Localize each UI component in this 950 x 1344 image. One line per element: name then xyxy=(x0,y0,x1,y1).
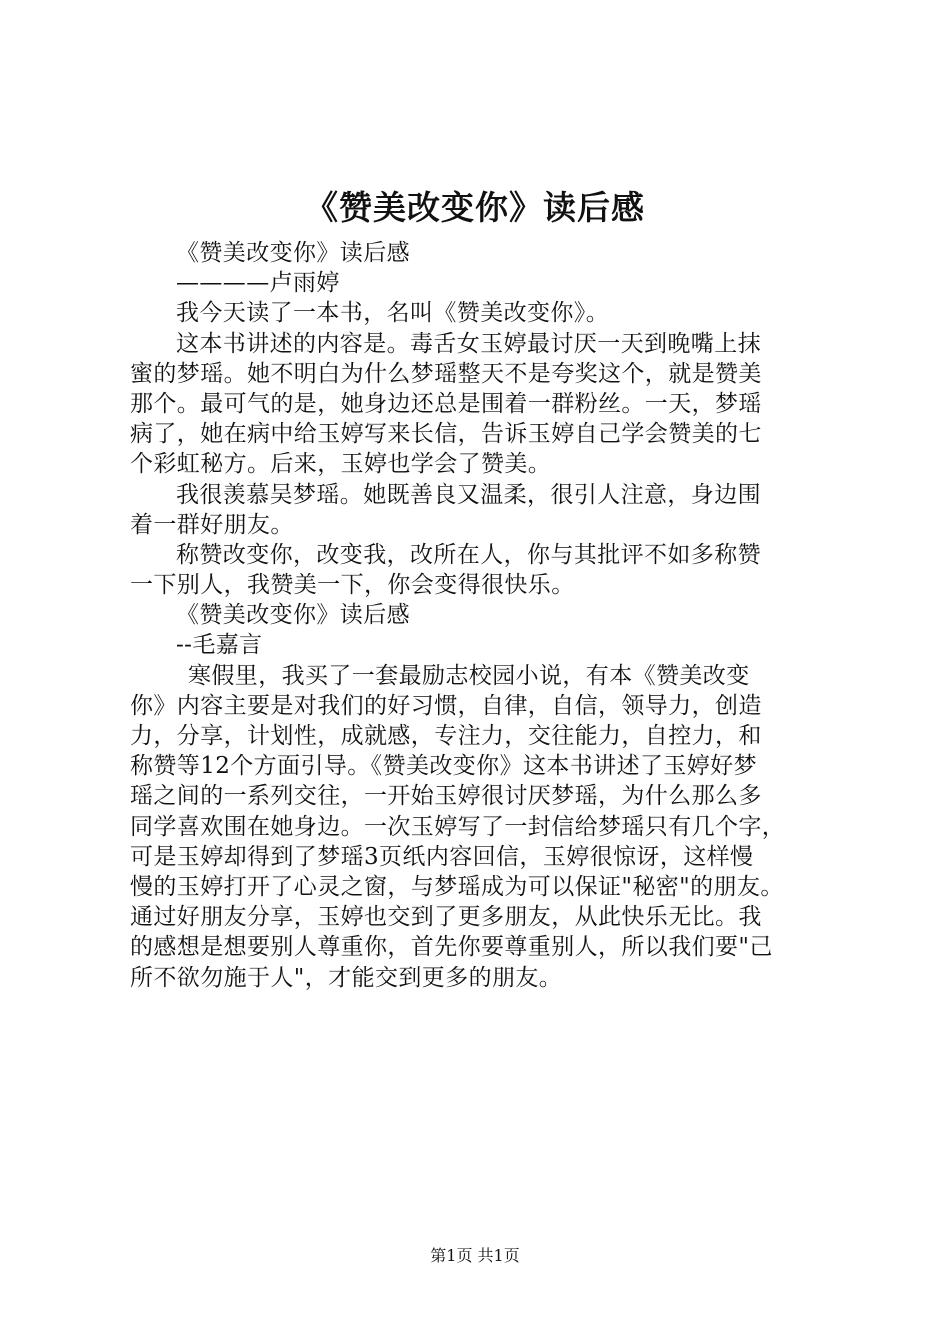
paragraph-line: 的感想是想要别人尊重你，首先你要尊重别人，所以我们要"己 xyxy=(130,934,773,961)
section-heading: 《赞美改变你》读后感 xyxy=(176,240,410,266)
paragraph-line: 称赞改变你，改变我，改所在人，你与其批评不如多称赞 xyxy=(176,541,761,568)
page-title: 《赞美改变你》读后感 xyxy=(305,188,645,227)
paragraph-line: 你》内容主要是对我们的好习惯，自律，自信，领导力，创造 xyxy=(130,692,762,719)
paragraph-line: 个彩虹秘方。后来，玉婷也学会了赞美。 xyxy=(130,451,552,478)
paragraph-line: 一下别人，我赞美一下，你会变得很快乐。 xyxy=(130,572,575,599)
paragraph-line: 同学喜欢围在她身边。一次玉婷写了一封信给梦瑶只有几个字， xyxy=(130,813,786,840)
paragraph-line: 称赞等12个方面引导。《赞美改变你》这本书讲述了玉婷好梦 xyxy=(130,753,757,780)
paragraph-line: 瑶之间的一系列交往，一开始玉婷很讨厌梦瑶，为什么那么多 xyxy=(130,783,762,810)
paragraph-line: 那个。最可气的是，她身边还总是围着一群粉丝。一天，梦瑶 xyxy=(130,390,762,417)
paragraph-line: 病了，她在病中给玉婷写来长信，告诉玉婷自己学会赞美的七 xyxy=(130,421,762,448)
paragraph-line: 我很羡慕吴梦瑶。她既善良又温柔，很引人注意，身边围 xyxy=(176,481,761,508)
paragraph-line: 寒假里，我买了一套最励志校园小说，有本《赞美改变 xyxy=(188,662,750,689)
paragraph-line: 力，分享，计划性，成就感，专注力，交往能力，自控力，和 xyxy=(130,723,762,749)
paragraph-line: 着一群好朋友。 xyxy=(130,511,294,538)
page-number-footer: 第1页 共1页 xyxy=(430,1246,520,1265)
paragraph-line: 蜜的梦瑶。她不明白为什么梦瑶整天不是夸奖这个，就是赞美 xyxy=(130,360,762,387)
section-heading: 《赞美改变你》读后感 xyxy=(176,602,410,629)
paragraph-line: 通过好朋友分享，玉婷也交到了更多朋友，从此快乐无比。我 xyxy=(130,904,762,931)
document-body xyxy=(130,238,830,993)
paragraph-line: 慢的玉婷打开了心灵之窗，与梦瑶成为可以保证"秘密"的朋友。 xyxy=(130,873,784,900)
paragraph-line: 我今天读了一本书，名叫《赞美改变你》。 xyxy=(176,300,610,327)
author-line: --毛嘉言 xyxy=(176,632,263,659)
paragraph-line: 这本书讲述的内容是。毒舌女玉婷最讨厌一天到晚嘴上抹 xyxy=(176,330,761,357)
author-line: ————卢雨婷 xyxy=(176,270,340,297)
paragraph-line: 所不欲勿施于人"，才能交到更多的朋友。 xyxy=(130,964,563,991)
paragraph-line: 可是玉婷却得到了梦瑶3页纸内容回信，玉婷很惊讶，这样慢 xyxy=(130,843,754,870)
